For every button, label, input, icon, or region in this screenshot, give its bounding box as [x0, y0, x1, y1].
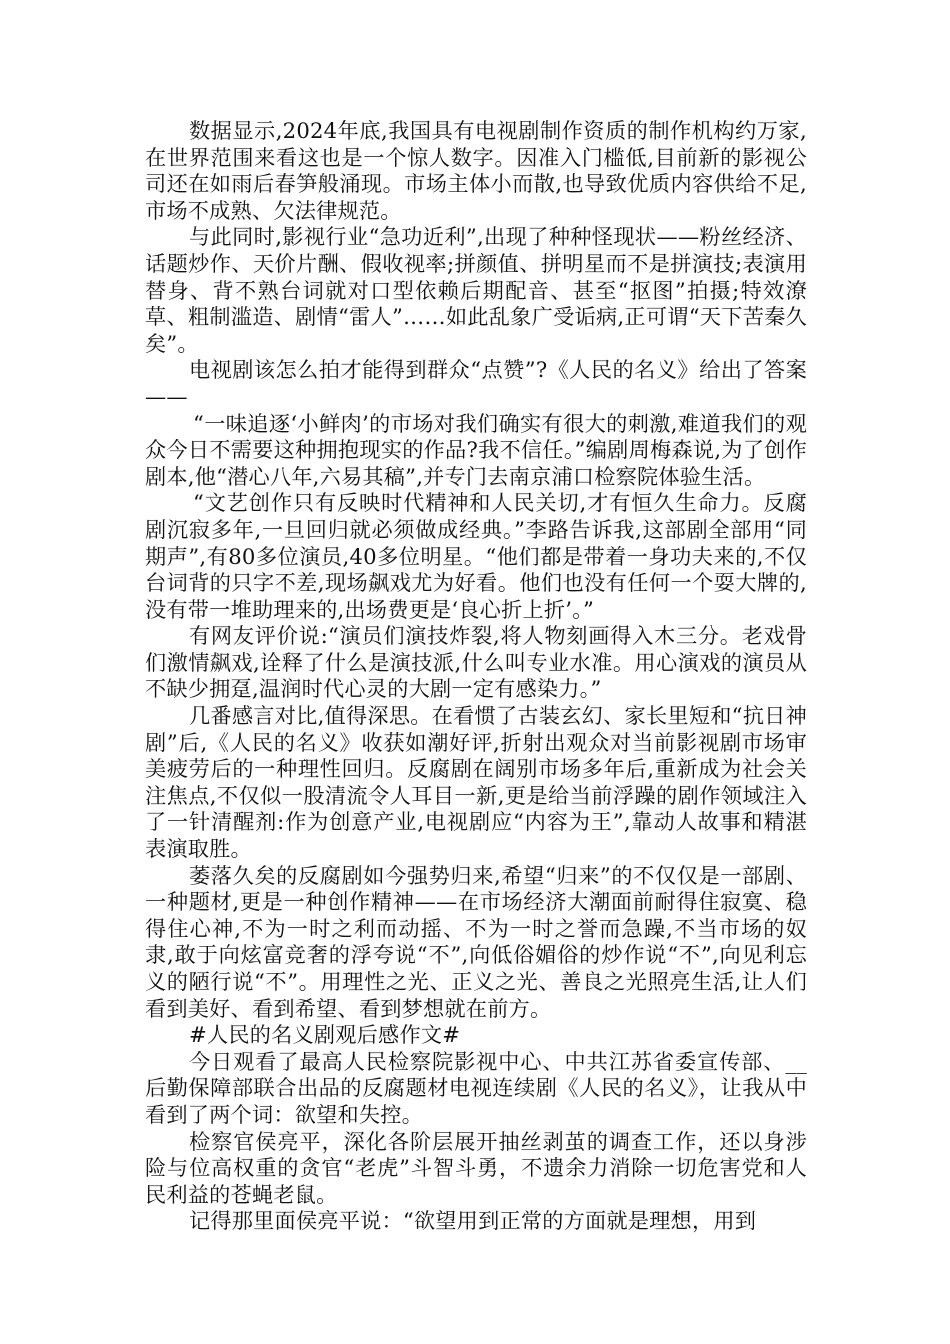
paragraph-reflection: 几番感言对比,值得深思。在看惯了古装玄幻、家长里短和“抗日神剧”后,《人民的名义》收获如潮好评,折射出观众对当前影视剧市场审美疲劳后的一种理性回归。反腐剧在阔别市场多年后,重新成为社会关注焦点,不仅似一股清流令人耳目一新,更是给当前浮躁的剧作领域注入了一针清醒剂:作为创意产业,电视剧应“内容为王”,靠动人故事和精湛表演取胜。 [145, 703, 807, 862]
paragraph-director-quote: “文艺创作只有反映时代精神和人民关切,才有恒久生命力。反腐剧沉寂多年,一旦回归就必须做成经典。”李路告诉我,这部剧全部用“同期声”,有80多位演员,40多位明星。“他们都是带着一身功夫来的,不仅台词背的只字不差,现场飙戏尤为好看。他们也没有任何一个耍大牌的,没有带一堆助理来的,出场费更是‘良心折上折’。” [145, 490, 807, 622]
document-page [145, 118, 807, 1235]
paragraph-return: 萎落久矣的反腐剧如今强势归来,希望“归来”的不仅仅是一部剧、一种题材,更是一种创作精神——在市场经济大潮面前耐得住寂寞、稳得住心神,不为一时之利而动摇、不为一时之誉而急躁,不当市场的奴隶,敢于向炫富竞奢的浮夸说“不”,向低俗媚俗的炒作说“不”,向见利忘义的陋行说“不”。用理性之光、正义之光、善良之光照亮生活,让人们看到美好、看到希望、看到梦想就在前方。 [145, 862, 807, 1021]
paragraph-essay-intro: 今日观看了最高人民检察院影视中心、中共江苏省委宣传部、__后勤保障部联合出品的反腐题材电视连续剧《人民的名义》，让我从中看到了两个词：欲望和失控。 [145, 1048, 807, 1127]
paragraph-netizen-review: 有网友评价说:“演员们演技炸裂,将人物刻画得入木三分。老戏骨们激情飙戏,诠释了什么是演技派,什么叫专业水准。用心演戏的演员从不缺少拥趸,温润时代心灵的大剧一定有感染力。” [145, 623, 807, 702]
paragraph-industry-problems: 与此同时,影视行业“急功近利”,出现了种种怪现状——粉丝经济、话题炒作、天价片酬、假收视率;拼颜值、拼明星而不是拼演技;表演用替身、背不熟台词就对口型依赖后期配音、甚至“抠图”拍摄;特效潦草、粗制滥造、剧情“雷人”……如此乱象广受诟病,正可谓“天下苦秦久矣”。 [145, 224, 807, 356]
paragraph-screenwriter-quote: “一味追逐‘小鲜肉’的市场对我们确实有很大的刺激,难道我们的观众今日不需要这种拥抱现实的作品?我不信任。”编剧周梅森说,为了创作剧本,他“潜心八年,六易其稿”,并专门去南京浦口检察院体验生活。 [145, 410, 807, 489]
paragraph-prosecutor: 检察官侯亮平，深化各阶层展开抽丝剥茧的调查工作，还以身涉险与位高权重的贪官“老虎”斗智斗勇，不遗余力消除一切危害党和人民利益的苍蝇老鼠。 [145, 1128, 807, 1207]
paragraph-quote-ending: 记得那里面侯亮平说：“欲望用到正常的方面就是理想，用到 [189, 1208, 757, 1234]
paragraph-question: 电视剧该怎么拍才能得到群众“点赞”?《人民的名义》给出了答案—— [145, 357, 807, 409]
paragraph-industry-data: 数据显示,2024年底,我国具有电视剧制作资质的制作机构约万家,在世界范围来看这也是一个惊人数字。因准入门槛低,目前新的影视公司还在如雨后春笋般涌现。市场主体小而散,也导致优质内容供给不足,市场不成熟、欠法律规范。 [145, 118, 807, 223]
essay-heading: #人民的名义剧观后感作文# [189, 1022, 461, 1048]
